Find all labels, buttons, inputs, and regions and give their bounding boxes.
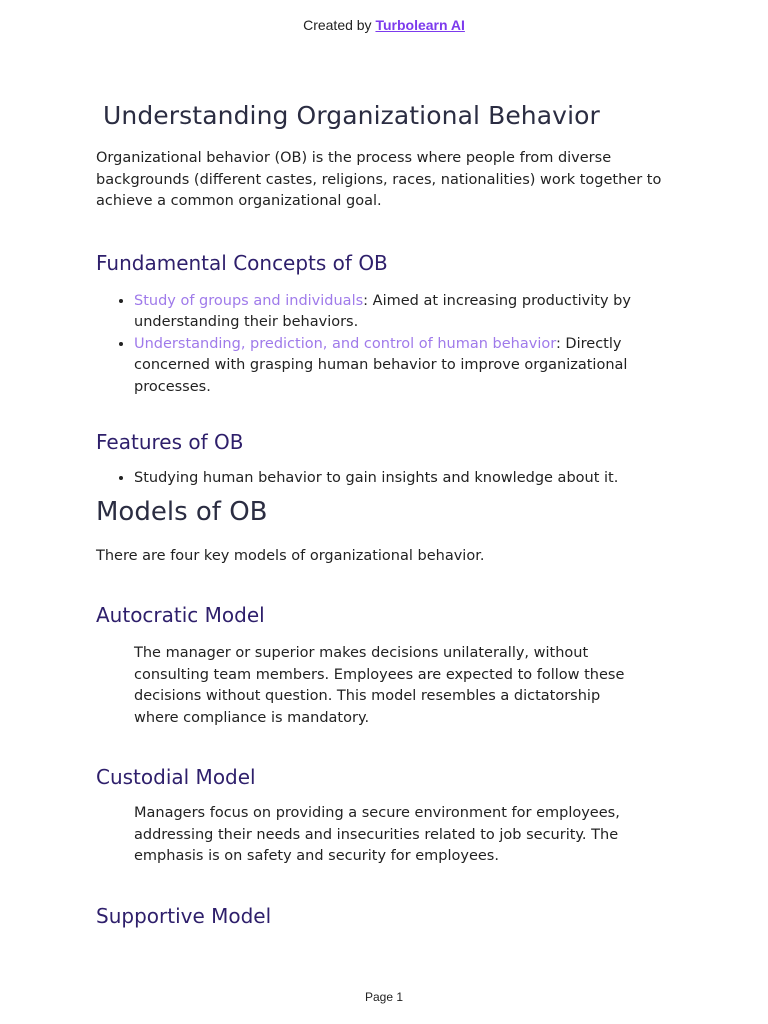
term-description: : Directly concerned with grasping human behavior to improve organizational processes.: [134, 335, 628, 395]
term-highlight: Study of groups and individuals: [134, 292, 364, 309]
custodial-description: Managers focus on providing a secure environment for employees, addressing their needs and insecurities related to job security. The emphasis is on safety and security for employees.: [134, 805, 620, 864]
custodial-heading: Custodial Model: [96, 765, 256, 789]
features-heading: Features of OB: [96, 430, 244, 454]
page-number: Page 1: [364, 990, 404, 1004]
list-item: [134, 291, 686, 334]
models-intro: There are four key models of organizational behavior.: [96, 547, 485, 564]
intro-paragraph: Organizational behavior (OB) is the process where people from diverse backgrounds (different castes, religions, races, nationalities) work together to achieve a common organizational goal.: [96, 150, 662, 209]
fundamentals-list: [96, 291, 686, 399]
term-description: : Aimed at increasing productivity by understanding their behaviors.: [134, 292, 631, 330]
list-item: • Studying human behavior to gain insights and knowledge about it.: [134, 468, 686, 490]
supportive-heading: Supportive Model: [96, 903, 272, 928]
features-list: [96, 468, 686, 490]
page-title: Understanding Organizational Behavior: [103, 101, 600, 130]
created-by-label: Created by: [303, 17, 372, 33]
models-heading: Models of OB: [96, 496, 268, 527]
term-highlight: Understanding, prediction, and control of human behavior: [134, 335, 556, 352]
autocratic-description: The manager or superior makes decisions unilaterally, without consulting team members. Employees are expected to follow these decisions without question. This model resembles a dictatorship where compliance is mandatory.: [134, 645, 625, 726]
created-by-header: [0, 17, 768, 33]
list-item: [134, 334, 686, 399]
fundamentals-heading: Fundamental Concepts of OB: [96, 250, 388, 275]
document-content: [96, 96, 686, 930]
turbolearn-link[interactable]: Turbolearn AI: [375, 17, 465, 33]
autocratic-heading: Autocratic Model: [96, 603, 265, 627]
